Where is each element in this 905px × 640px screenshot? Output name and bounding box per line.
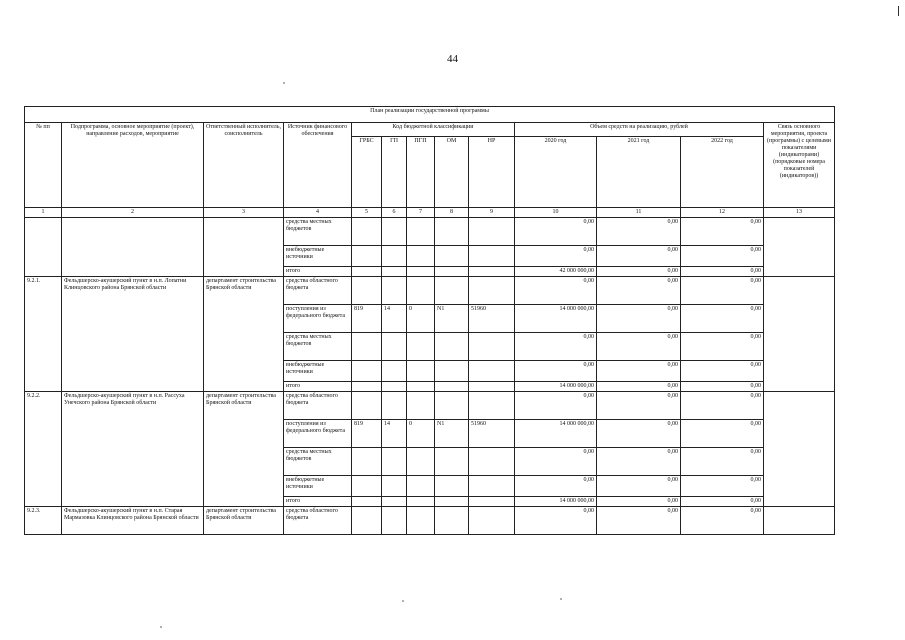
cell-om	[435, 476, 469, 497]
cell-source: итого	[284, 497, 352, 507]
table-row	[25, 507, 835, 535]
cell-source: средства местных бюджетов	[284, 218, 352, 246]
cell-pgp	[407, 333, 435, 361]
cell-2020: 14 000 000,00	[515, 382, 597, 392]
cell-2021: 0,00	[597, 382, 681, 392]
cell-2022: 0,00	[681, 277, 764, 305]
cell-grbs	[352, 333, 382, 361]
cell-num: 9.2.3.	[25, 507, 62, 535]
table-row	[25, 392, 835, 420]
cell-gp	[382, 277, 407, 305]
cell-pgp	[407, 267, 435, 277]
cell-nr: 51960	[469, 420, 515, 448]
cell-2020: 14 000 000,00	[515, 305, 597, 333]
cell-2020: 14 000 000,00	[515, 420, 597, 448]
cell-2020: 0,00	[515, 392, 597, 420]
cell-gp	[382, 267, 407, 277]
cell-om	[435, 507, 469, 535]
cell-grbs	[352, 277, 382, 305]
cell-2021: 0,00	[597, 476, 681, 497]
cell-pgp	[407, 392, 435, 420]
cell-pgp: 0	[407, 420, 435, 448]
cell-num: 9.2.1.	[25, 277, 62, 392]
cell-nr	[469, 497, 515, 507]
cell-nr	[469, 382, 515, 392]
cell-gp	[382, 382, 407, 392]
cell-grbs	[352, 448, 382, 476]
header-om: ОМ	[435, 137, 469, 208]
header-subprogram: Подпрограмма, основное мероприятие (проект), направление расходов, мероприятие	[62, 123, 204, 208]
plan-title: План реализации государственной программы	[25, 107, 835, 123]
cell-grbs: 819	[352, 420, 382, 448]
cell-nr: 51960	[469, 305, 515, 333]
cell-nr	[469, 277, 515, 305]
cell-grbs	[352, 497, 382, 507]
cell-om	[435, 218, 469, 246]
cell-2020: 0,00	[515, 361, 597, 382]
cell-om	[435, 277, 469, 305]
cell-grbs	[352, 218, 382, 246]
cell-2022: 0,00	[681, 448, 764, 476]
cell-nr	[469, 476, 515, 497]
cell-om	[435, 392, 469, 420]
cell-2021: 0,00	[597, 361, 681, 382]
header-executor: Ответственный исполнитель, соисполнитель	[204, 123, 284, 208]
cell-grbs	[352, 246, 382, 267]
plan-title-row	[25, 107, 835, 123]
cell-2020: 0,00	[515, 218, 597, 246]
cell-link	[764, 507, 835, 535]
cell-source: средства областного бюджета	[284, 277, 352, 305]
cell-2020: 0,00	[515, 448, 597, 476]
header-source: Источник финансового обеспечения	[284, 123, 352, 208]
cell-gp: 14	[382, 420, 407, 448]
cell-2021: 0,00	[597, 507, 681, 535]
cell-2021: 0,00	[597, 420, 681, 448]
cell-2022: 0,00	[681, 246, 764, 267]
cell-source: средства областного бюджета	[284, 392, 352, 420]
cell-pgp	[407, 497, 435, 507]
cell-pgp	[407, 507, 435, 535]
cell-executor: департамент строительства Брянской области	[204, 507, 284, 535]
cell-grbs	[352, 507, 382, 535]
cell-name: Фельдшерско-акушерский пункт в н.п. Рассуха Унечского района Брянской области	[62, 392, 204, 507]
cell-2022: 0,00	[681, 382, 764, 392]
cell-nr	[469, 267, 515, 277]
cell-source: итого	[284, 382, 352, 392]
cell-2021: 0,00	[597, 246, 681, 267]
cell-gp: 14	[382, 305, 407, 333]
header-nr: НР	[469, 137, 515, 208]
cell-gp	[382, 507, 407, 535]
header-grbs: ГРБС	[352, 137, 382, 208]
cell-grbs	[352, 267, 382, 277]
cell-pgp	[407, 218, 435, 246]
scan-speck	[402, 600, 404, 602]
cell-grbs: 819	[352, 305, 382, 333]
cell-gp	[382, 218, 407, 246]
cell-2022: 0,00	[681, 361, 764, 382]
header-pgp: ПГП	[407, 137, 435, 208]
cell-2022: 0,00	[681, 497, 764, 507]
cell-pgp	[407, 246, 435, 267]
header-2022: 2022 год	[681, 137, 764, 208]
cell-2021: 0,00	[597, 448, 681, 476]
cell-name	[62, 218, 204, 277]
cell-executor: департамент строительства Брянской области	[204, 392, 284, 507]
header-gp: ГП	[382, 137, 407, 208]
col-number: 5	[352, 208, 382, 218]
cell-om	[435, 333, 469, 361]
plan-table	[24, 106, 835, 535]
cell-source: итого	[284, 267, 352, 277]
table-row	[25, 218, 835, 246]
cell-grbs	[352, 476, 382, 497]
scan-edge-mark	[898, 6, 899, 16]
col-number: 2	[62, 208, 204, 218]
cell-name: Фельдшерско-акушерский пункт в н.п. Старая Мармазовка Клинцовского района Брянской области	[62, 507, 204, 535]
col-number: 7	[407, 208, 435, 218]
cell-om: N1	[435, 305, 469, 333]
cell-pgp: 0	[407, 305, 435, 333]
cell-2022: 0,00	[681, 267, 764, 277]
cell-2020: 0,00	[515, 246, 597, 267]
header-row-1	[25, 123, 835, 137]
col-number: 9	[469, 208, 515, 218]
cell-grbs	[352, 382, 382, 392]
column-number-row	[25, 208, 835, 218]
cell-2022: 0,00	[681, 333, 764, 361]
plan-table-body	[25, 107, 835, 535]
header-2021: 2021 год	[597, 137, 681, 208]
cell-om	[435, 246, 469, 267]
table-row	[25, 277, 835, 305]
cell-source: внебюджетные источники	[284, 246, 352, 267]
cell-pgp	[407, 382, 435, 392]
col-number: 6	[382, 208, 407, 218]
cell-nr	[469, 246, 515, 267]
col-number: 12	[681, 208, 764, 218]
cell-pgp	[407, 277, 435, 305]
cell-2020: 42 000 000,00	[515, 267, 597, 277]
cell-pgp	[407, 476, 435, 497]
cell-source: внебюджетные источники	[284, 361, 352, 382]
cell-link	[764, 218, 835, 277]
header-num: № пп	[25, 123, 62, 208]
col-number: 8	[435, 208, 469, 218]
cell-grbs	[352, 361, 382, 382]
cell-link	[764, 277, 835, 392]
cell-2021: 0,00	[597, 333, 681, 361]
cell-nr	[469, 392, 515, 420]
cell-om	[435, 361, 469, 382]
cell-gp	[382, 497, 407, 507]
cell-2022: 0,00	[681, 392, 764, 420]
cell-gp	[382, 361, 407, 382]
cell-nr	[469, 361, 515, 382]
header-volume: Объем средств на реализацию, рублей	[515, 123, 764, 137]
cell-2020: 0,00	[515, 277, 597, 305]
cell-gp	[382, 333, 407, 361]
cell-2021: 0,00	[597, 497, 681, 507]
cell-2022: 0,00	[681, 420, 764, 448]
cell-num: 9.2.2.	[25, 392, 62, 507]
cell-2022: 0,00	[681, 507, 764, 535]
scan-speck	[560, 598, 562, 600]
cell-nr	[469, 333, 515, 361]
cell-2022: 0,00	[681, 305, 764, 333]
scan-speck	[283, 82, 285, 84]
cell-gp	[382, 392, 407, 420]
cell-om	[435, 448, 469, 476]
header-link: Связь основного мероприятия, проекта (программы) с целевыми показателями (индикаторами) (порядковые номера показателей (индикаторов))	[764, 123, 835, 208]
cell-name: Фельдшерско-акушерский пункт в н.п. Лопатни Клинцовского района Брянской области	[62, 277, 204, 392]
col-number: 3	[204, 208, 284, 218]
cell-executor	[204, 218, 284, 277]
cell-link	[764, 392, 835, 507]
cell-source: внебюджетные источники	[284, 476, 352, 497]
col-number: 4	[284, 208, 352, 218]
cell-source: средства областного бюджета	[284, 507, 352, 535]
cell-source: поступления из федерального бюджета	[284, 305, 352, 333]
cell-2020: 0,00	[515, 333, 597, 361]
cell-2021: 0,00	[597, 218, 681, 246]
cell-nr	[469, 218, 515, 246]
cell-2021: 0,00	[597, 277, 681, 305]
cell-gp	[382, 448, 407, 476]
cell-executor: департамент строительства Брянской области	[204, 277, 284, 392]
cell-nr	[469, 507, 515, 535]
cell-pgp	[407, 361, 435, 382]
cell-gp	[382, 476, 407, 497]
cell-2021: 0,00	[597, 267, 681, 277]
cell-gp	[382, 246, 407, 267]
cell-2020: 0,00	[515, 476, 597, 497]
page-number: 44	[447, 53, 458, 65]
cell-om	[435, 382, 469, 392]
scan-speck	[160, 626, 162, 628]
cell-grbs	[352, 392, 382, 420]
cell-2021: 0,00	[597, 305, 681, 333]
cell-om	[435, 497, 469, 507]
col-number: 13	[764, 208, 835, 218]
cell-source: средства местных бюджетов	[284, 448, 352, 476]
cell-source: поступления из федерального бюджета	[284, 420, 352, 448]
col-number: 1	[25, 208, 62, 218]
cell-2022: 0,00	[681, 476, 764, 497]
header-budget-code: Код бюджетной классификации	[352, 123, 515, 137]
cell-pgp	[407, 448, 435, 476]
cell-2022: 0,00	[681, 218, 764, 246]
cell-source: средства местных бюджетов	[284, 333, 352, 361]
col-number: 11	[597, 208, 681, 218]
col-number: 10	[515, 208, 597, 218]
header-2020: 2020 год	[515, 137, 597, 208]
cell-nr	[469, 448, 515, 476]
cell-2021: 0,00	[597, 392, 681, 420]
cell-2020: 0,00	[515, 507, 597, 535]
plan-table-container	[24, 106, 834, 535]
cell-om: N1	[435, 420, 469, 448]
cell-2020: 14 000 000,00	[515, 497, 597, 507]
cell-om	[435, 267, 469, 277]
cell-num	[25, 218, 62, 277]
